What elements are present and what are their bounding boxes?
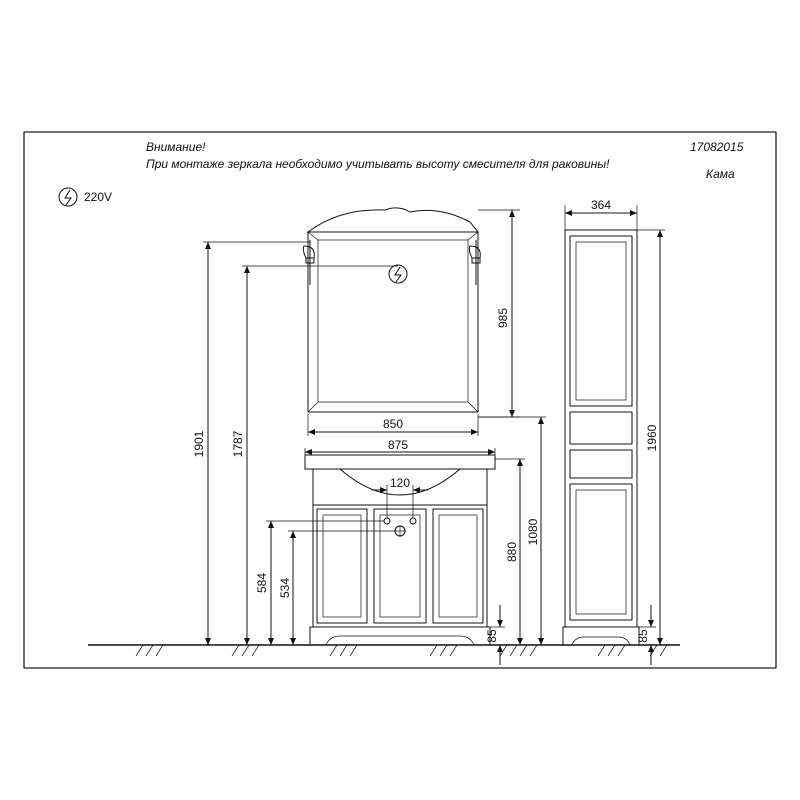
dimension-vanity-plinth-label: 85: [485, 629, 499, 643]
dimension-mirror-bottom-height-label: 1080: [526, 518, 540, 546]
power-label: 220V: [84, 190, 113, 204]
warning-title: Внимание!: [146, 140, 206, 154]
mirror-lamp-right: [469, 240, 480, 285]
dimension-pipe-height-2: [288, 531, 395, 645]
tall-cabinet: [563, 230, 639, 645]
dimension-cabinet-height-label: 1960: [645, 424, 659, 452]
dimension-outlet-spacing-label: 120: [389, 476, 411, 490]
floor-line: [88, 645, 680, 656]
dimension-total-height-label: 1901: [192, 430, 206, 458]
model-name: Кама: [706, 167, 735, 181]
dimension-socket-height-label: 1787: [231, 430, 245, 458]
drain-icon: [394, 525, 406, 537]
dimension-vanity-width-label: 875: [387, 438, 409, 452]
warning-text: При монтаже зеркала необходимо учитывать высоту смесителя для раковины!: [146, 157, 610, 171]
dimension-cabinet-plinth-label: 85: [636, 629, 650, 643]
dimension-mirror-width-label: 850: [382, 417, 404, 431]
water-outlet-left: [384, 518, 390, 524]
wall-socket-icon: [389, 265, 407, 283]
document-number: 17082015: [690, 140, 744, 154]
dimension-vanity-height-label: 880: [505, 541, 519, 563]
electric-outlet-icon: [59, 188, 77, 206]
drawing-frame: [24, 132, 776, 668]
water-outlet-right: [410, 518, 416, 524]
dimension-pipe-height-2-label: 534: [278, 577, 292, 599]
mirror: [308, 208, 478, 412]
dimension-mirror-height-label: 985: [496, 307, 510, 329]
dimension-pipe-height-1-label: 584: [255, 572, 269, 594]
dimension-cabinet-width-label: 364: [590, 198, 612, 212]
mirror-lamp-left: [303, 240, 314, 285]
